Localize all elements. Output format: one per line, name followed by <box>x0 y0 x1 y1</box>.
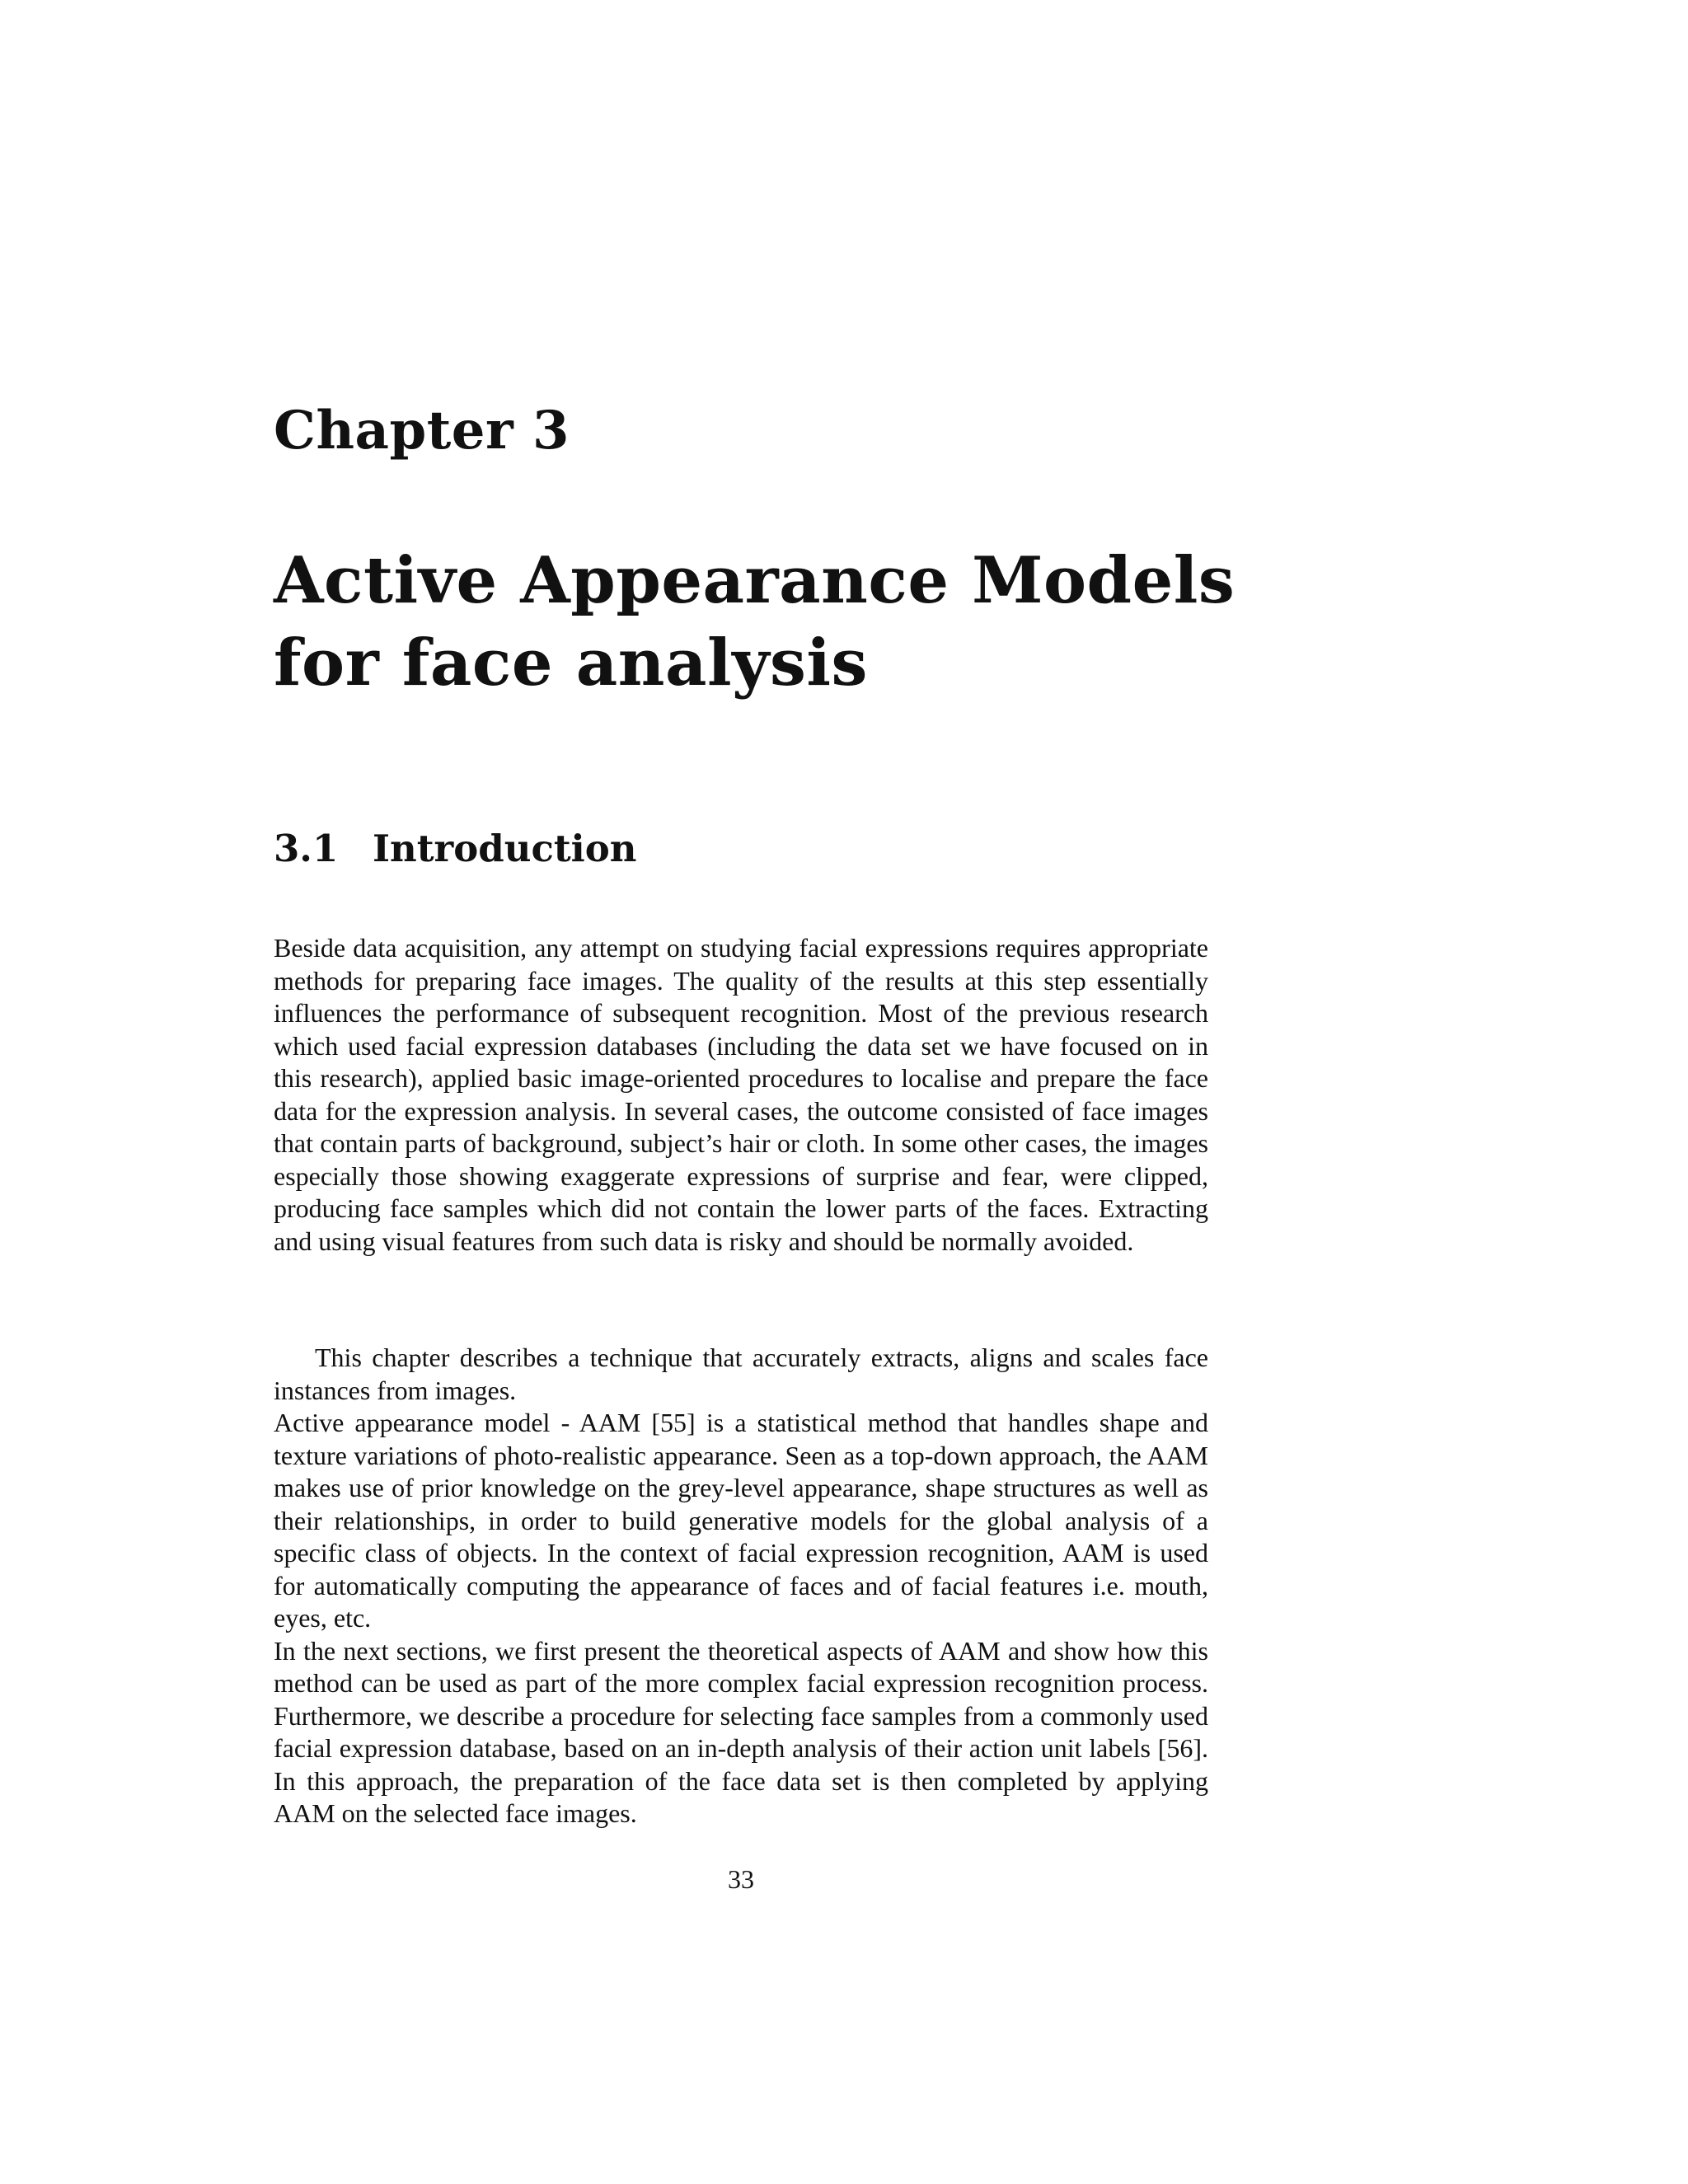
paragraph: In the next sections, we first present the theoretical aspects of AAM and show how this method can be used as part of the more complex facial expression recognition process. Furthermore, we describe a procedure for selecting face samples from a commonly used facial expression database, based on an in-depth analysis of their action unit labels [56]. In this approach, the preparation of the face data set is then completed by applying AAM on the selected face images. <box>274 1635 1208 1828</box>
page-number: 33 <box>728 1864 754 1894</box>
paragraph: Active appearance model - AAM [55] is a statistical method that handles shape and texture variations of photo-realistic appearance. Seen as a top-down approach, the AAM makes use of prior knowledge on the grey-level appearance, shape structures as well as their relationships, in order to build generative models for the global analysis of a specific class of objects. In the context of facial expression recognition, AAM is used for automatically computing the appearance of faces and of facial features i.e. mouth, eyes, etc. <box>274 1408 1208 1633</box>
chapter-label: Chapter 3 <box>274 400 570 462</box>
intro-paragraph-block <box>274 932 1208 1258</box>
chapter-title-line-2: for face analysis <box>274 626 868 701</box>
section-heading <box>274 827 636 870</box>
paragraph: This chapter describes a technique that accurately extracts, aligns and scales face instances from images. <box>274 1343 1208 1405</box>
chapter-overview-block <box>274 1342 1208 1830</box>
chapter-title-line-1: Active Appearance Models <box>274 543 1236 618</box>
section-title: Introduction <box>373 827 637 870</box>
paragraph: Beside data acquisition, any attempt on studying facial expressions requires appropriate methods for preparing face images. The quality of the results at this step essentially influences the performance of subsequent recognition. Most of the previous research which used facial expression databases (including the data set we have focused on in this research), applied basic image-oriented procedures to localise and prepare the face data for the expression analysis. In several cases, the outcome consisted of face images that contain parts of background, subject’s hair or cloth. In some other cases, the images especially those showing exaggerate expressions of surprise and fear, were clipped, producing face samples which did not contain the lower parts of the faces. Extracting and using visual features from such data is risky and should be normally avoided. <box>274 933 1208 1256</box>
section-number: 3.1 <box>274 827 339 870</box>
chapter-title <box>274 540 1345 705</box>
